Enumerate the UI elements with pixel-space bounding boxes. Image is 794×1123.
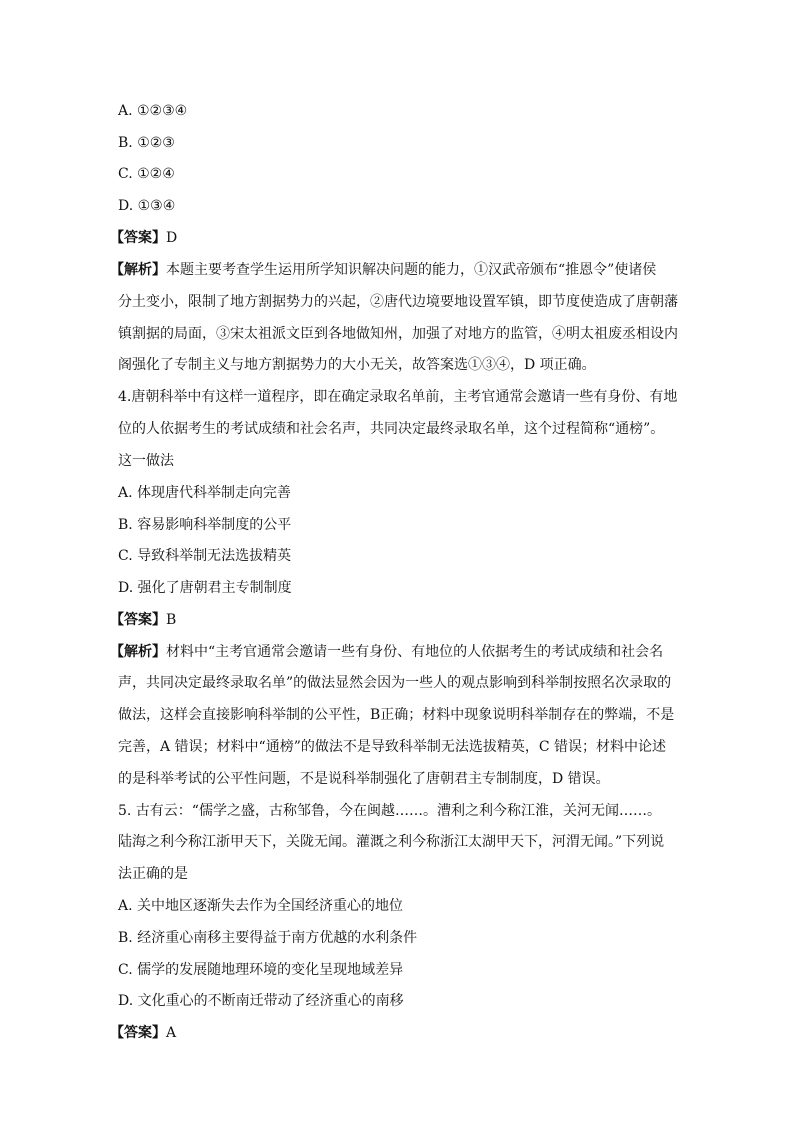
q4-option-d: D. 强化了唐朝君主专制制度 bbox=[118, 580, 292, 596]
q3-option-a: A. ①②③④ bbox=[118, 103, 188, 119]
q3-option-b: B. ①②③ bbox=[118, 135, 175, 151]
q3-option-d: D. ①③④ bbox=[118, 198, 176, 214]
q4-analysis-line: 声，共同决定最终录取名单”的做法显然会因为一些人的观点影响到科举制按照名次录取的 bbox=[118, 675, 672, 691]
q4-answer-tag: 【答案】 bbox=[110, 612, 166, 628]
q4-analysis-tag: 【解析】 bbox=[110, 644, 166, 660]
q5-option-d: D. 文化重心的不断南迁带动了经济重心的南移 bbox=[118, 993, 404, 1009]
q3-answer bbox=[110, 228, 177, 248]
q4-option-a: A. 体现唐代科举制走向完善 bbox=[118, 485, 292, 501]
q4-option-b: B. 容易影响科举制度的公平 bbox=[118, 517, 292, 533]
q4-analysis-line: 完善，A 错误；材料中“通榜”的做法不是导致科举制无法选拔精英，C 错误；材料中论述 bbox=[118, 739, 667, 755]
q5-question-line: 陆海之利今称江浙甲天下，关陇无闻。灌溉之利今称浙江太湖甲天下，河渭无闻。”下列说 bbox=[118, 834, 665, 850]
q5-question-line: 5. 古有云：“儒学之盛，古称邹鲁，今在闽越……。漕利之利今称江淮，关河无闻……。 bbox=[118, 803, 661, 819]
q4-analysis-line: 做法，这样会直接影响科举制的公平性，B正确；材料中现象说明科举制存在的弊端，不是 bbox=[118, 707, 675, 723]
q3-answer-value: D bbox=[166, 230, 178, 246]
q3-analysis-tag: 【解析】 bbox=[110, 262, 166, 278]
q3-analysis-line bbox=[110, 260, 656, 280]
q5-question-line: 法正确的是 bbox=[118, 866, 188, 882]
q3-option-c: C. ①②④ bbox=[118, 166, 175, 182]
q4-question-line: 4.唐朝科举中有这样一道程序，即在确定录取名单前，主考官通常会邀请一些有身份、有地 bbox=[118, 389, 678, 405]
q4-analysis-line bbox=[110, 642, 663, 662]
q4-analysis-line: 的是科举考试的公平性问题，不是说科举制强化了唐朝君主专制制度，D 错误。 bbox=[118, 771, 610, 787]
q3-analysis-line: 分土变小，限制了地方割据势力的兴起，②唐代边境要地设置军镇，即节度使造成了唐朝藩 bbox=[118, 294, 678, 310]
q4-answer bbox=[110, 610, 176, 630]
q5-answer-value: A bbox=[166, 1025, 177, 1041]
q5-option-b: B. 经济重心南移主要得益于南方优越的水利条件 bbox=[118, 930, 418, 946]
q4-analysis-text: 材料中“主考官通常会邀请一些有身份、有地位的人依据考生的考试成绩和社会名 bbox=[166, 644, 664, 660]
q3-analysis-line: 镇割据的局面，③宋太祖派文臣到各地做知州，加强了对地方的监管，④明太祖废丞相设内 bbox=[118, 326, 678, 342]
q5-option-a: A. 关中地区逐渐失去作为全国经济重心的地位 bbox=[118, 898, 404, 914]
q4-option-c: C. 导致科举制无法选拔精英 bbox=[118, 548, 292, 564]
q4-answer-value: B bbox=[166, 612, 177, 628]
q5-answer-tag: 【答案】 bbox=[110, 1025, 166, 1041]
q3-analysis-text: 本题主要考查学生运用所学知识解决问题的能力，①汉武帝颁布“推恩令”使诸侯 bbox=[166, 262, 657, 278]
q4-question-line: 位的人依据考生的考试成绩和社会名声，共同决定最终录取名单，这个过程简称“通榜”。 bbox=[118, 421, 665, 437]
q3-analysis-line: 阁强化了专制主义与地方割据势力的大小无关，故答案选①③④，D 项正确。 bbox=[118, 357, 596, 373]
q5-option-c: C. 儒学的发展随地理环境的变化呈现地域差异 bbox=[118, 962, 404, 978]
q5-answer bbox=[110, 1023, 176, 1043]
q4-question-line: 这一做法 bbox=[118, 453, 174, 469]
q3-answer-tag: 【答案】 bbox=[110, 230, 166, 246]
